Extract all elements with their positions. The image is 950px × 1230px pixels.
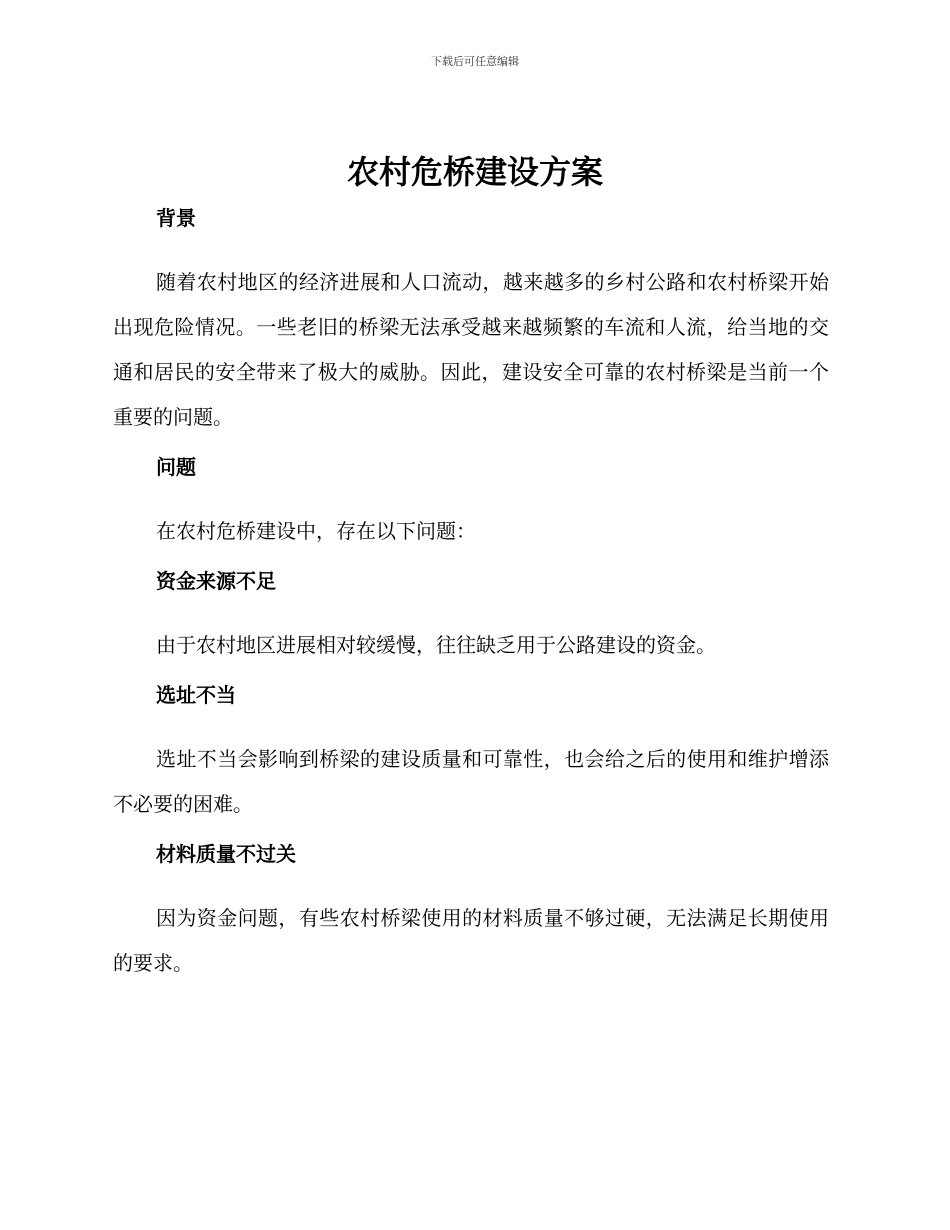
document-title: 农村危桥建设方案 [346,153,603,191]
section-paragraph: 随着农村地区的经济进展和人口流动，越来越多的乡村公路和农村桥梁开始出现危险情况。一些老旧的桥梁无法承受越来越频繁的车流和人流，给当地的交通和居民的安全带来了极大的威胁。因此，建设安全可靠的农村桥梁是当前一个重要的问题。 [113,270,829,429]
header-note: 下载后可任意编辑 [431,55,519,68]
section-heading: 资金来源不足 [156,569,276,593]
section-heading: 材料质量不过关 [156,842,296,866]
section-background [113,203,829,440]
section-heading: 背景 [156,206,196,230]
section-paragraph: 因为资金问题，有些农村桥梁使用的材料质量不够过硬，无法满足长期使用的要求。 [113,906,829,975]
section-insufficient-funding [113,566,829,668]
section-paragraph: 由于农村地区进展相对较缓慢，往往缺乏用于公路建设的资金。 [156,633,716,657]
section-paragraph: 选址不当会影响到桥梁的建设质量和可靠性，也会给之后的使用和维护增添不必要的困难。 [113,747,829,816]
section-heading: 问题 [156,455,196,479]
section-improper-site [113,680,829,827]
document-body [113,203,829,998]
section-material-quality [113,839,829,986]
section-heading: 选址不当 [156,683,236,707]
section-paragraph: 在农村危桥建设中，存在以下问题： [156,519,476,543]
section-problems [113,452,829,554]
